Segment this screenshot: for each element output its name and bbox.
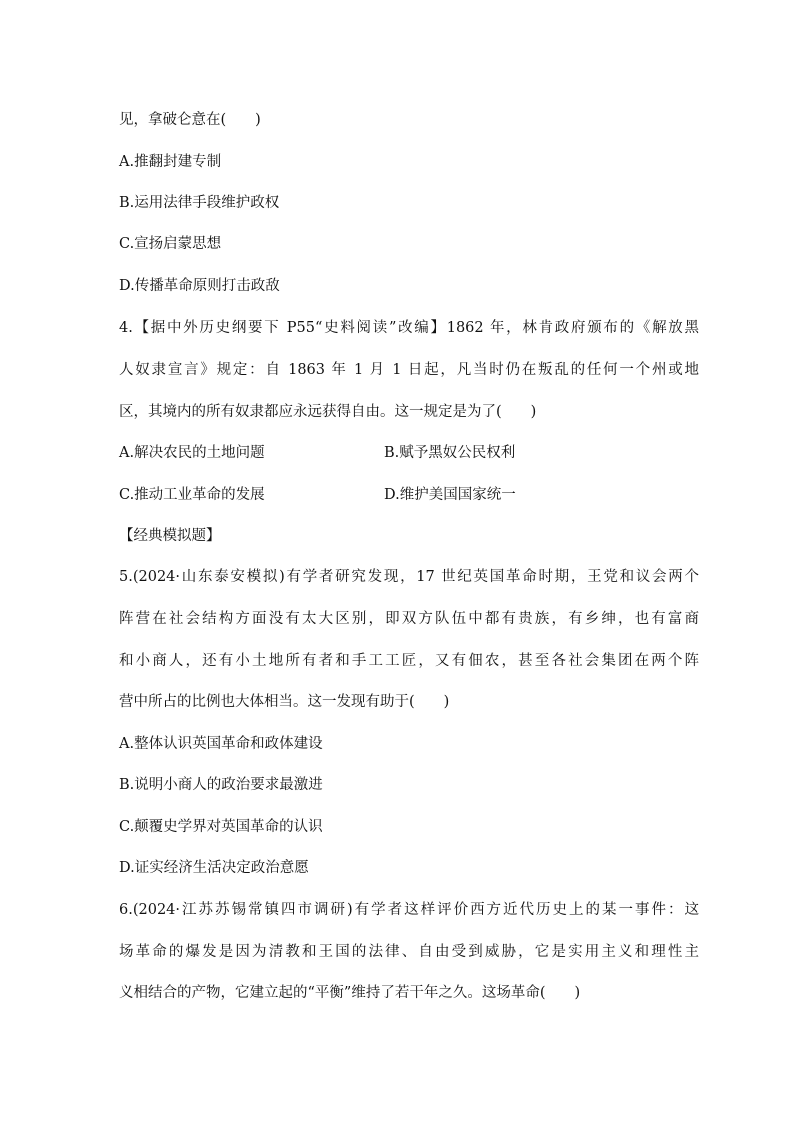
q3-option-b: B.运用法律手段维护政权	[119, 195, 280, 211]
q5-option-c: C.颠覆史学界对英国革命的认识	[119, 819, 323, 835]
q3-option-d: D.传播革命原则打击政敌	[119, 278, 280, 294]
q5-option-a: A.整体认识英国革命和政体建设	[119, 736, 323, 752]
q4-option-a: A.解决农民的土地问题	[119, 445, 265, 461]
q5-stem-line-4: 营中所占的比例也大体相当。这一发现有助于( )	[119, 694, 450, 710]
q5-stem-line-3: 和小商人，还有小土地所有者和手工工匠，又有佃农，甚至各社会集团在两个阵	[119, 653, 699, 669]
q6-stem-line-1: 6.(2024·江苏苏锡常镇四市调研)有学者这样评价西方近代历史上的某一事件：这	[119, 902, 699, 918]
q5-stem-line-1: 5.(2024·山东泰安模拟)有学者研究发现，17 世纪英国革命时期，王党和议会两个	[119, 569, 699, 585]
q3-option-c: C.宣扬启蒙思想	[119, 236, 222, 252]
q4-option-d: D.维护美国国家统一	[384, 487, 516, 503]
q6-stem-line-3: 义相结合的产物，它建立起的“平衡”维持了若干年之久。这场革命( )	[119, 985, 581, 1001]
q3-option-a: A.推翻封建专制	[119, 154, 222, 170]
q5-option-d: D.证实经济生活决定政治意愿	[119, 860, 309, 876]
q4-stem-line-1: 4.【据中外历史纲要下 P55“史料阅读”改编】1862 年，林肯政府颁布的《解放黑	[119, 320, 699, 336]
q4-option-c: C.推动工业革命的发展	[119, 487, 265, 503]
q4-stem-line-3: 区，其境内的所有奴隶都应永远获得自由。这一规定是为了( )	[119, 404, 537, 420]
q6-stem-line-2: 场革命的爆发是因为清教和王国的法律、自由受到威胁，它是实用主义和理性主	[119, 944, 699, 960]
q4-option-b: B.赋予黑奴公民权利	[384, 445, 516, 461]
q4-stem-line-2: 人奴隶宣言》规定：自 1863 年 1 月 1 日起，凡当时仍在叛乱的任何一个州或地	[119, 362, 699, 378]
section-heading: 【经典模拟题】	[119, 528, 221, 544]
q5-stem-line-2: 阵营在社会结构方面没有太大区别，即双方队伍中都有贵族，有乡绅，也有富商	[119, 611, 699, 627]
q3-stem-end: 见，拿破仑意在( )	[119, 112, 261, 128]
q5-option-b: B.说明小商人的政治要求最激进	[119, 777, 323, 793]
